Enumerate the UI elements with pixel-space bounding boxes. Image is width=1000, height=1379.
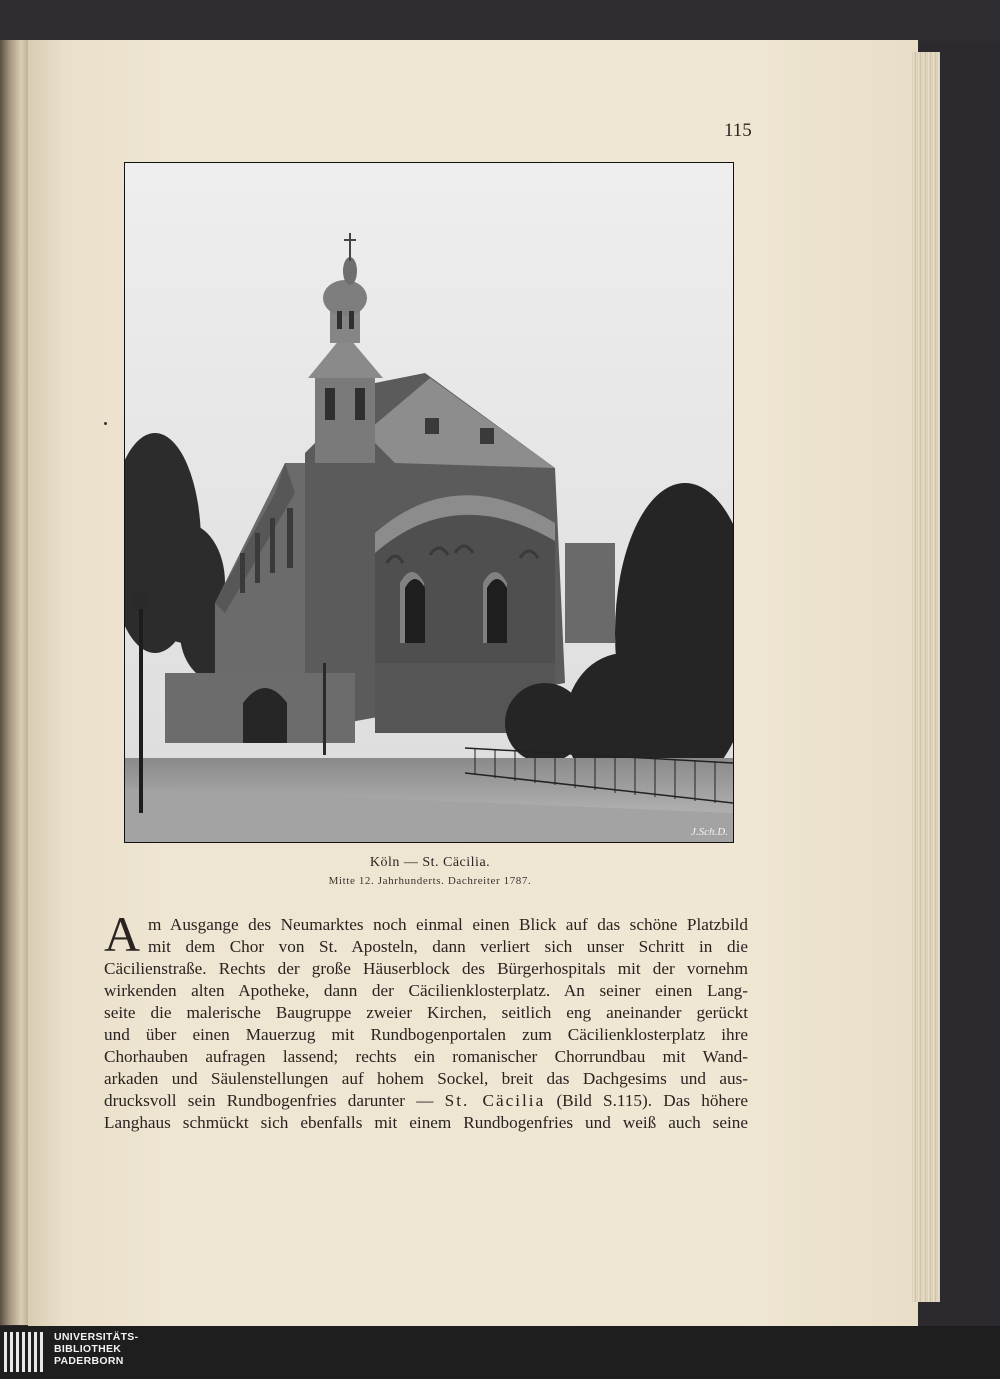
text-line: Chorhauben aufragen lassend; rechts ein romanischer Chorrundbau mit Wand- [104, 1047, 748, 1066]
library-name-line2: BIBLIOTHEK [54, 1343, 122, 1355]
library-name [54, 1331, 138, 1367]
text-line-part: (Bild S.115). Das höhere [545, 1091, 748, 1110]
library-name-line3: PADERBORN [54, 1355, 124, 1367]
text-line: mit dem Chor von St. Aposteln, dann verliert sich unser Schritt in die [148, 937, 748, 956]
church-photograph [124, 162, 734, 843]
drop-cap: A [104, 906, 141, 962]
scan-background [0, 0, 1000, 42]
text-line: Langhaus schmückt sich ebenfalls mit einem Rundbogenfries und weiß auch seine [104, 1113, 748, 1132]
facing-page-edge [0, 40, 30, 1325]
page-stack-edges [912, 52, 940, 1302]
library-name-line1: UNIVERSITÄTS- [54, 1331, 139, 1343]
text-line: Cäcilienstraße. Rechts der große Häuserblock des Bürgerhospitals mit der vornehm [104, 959, 748, 978]
text-line: m Ausgange des Neumarktes noch einmal einen Blick auf das schöne Platzbild [148, 915, 748, 934]
church-name-emphasis: St. Cäcilia [444, 1091, 546, 1110]
text-line [104, 1090, 748, 1112]
body-paragraph [104, 906, 748, 1134]
photographer-signature: J.Sch.D. [691, 826, 728, 838]
caption-subtitle: Mitte 12. Jahrhunderts. Dachreiter 1787. [328, 875, 532, 887]
page-number: 115 [724, 120, 752, 141]
library-logo-icon [4, 1330, 48, 1379]
text-line: und über einen Mauerzug mit Rundbogenportalen zum Cäcilienklosterplatz ihre [104, 1025, 748, 1044]
ink-speck [104, 422, 107, 425]
library-footer [0, 1326, 1000, 1379]
text-line-part: drucksvoll sein Rundbogenfries darunter — [104, 1091, 445, 1110]
caption-title: Köln — St. Cäcilia. [369, 855, 491, 870]
text-line: wirkenden alten Apotheke, dann der Cäcilienklosterplatz. An seiner einen Lang- [104, 981, 748, 1000]
text-line: arkaden und Säulenstellungen auf hohem Sockel, breit das Dachgesims und aus- [104, 1069, 748, 1088]
text-line: seite die malerische Baugruppe zweier Kirchen, seitlich eng aneinander gerückt [104, 1003, 748, 1022]
